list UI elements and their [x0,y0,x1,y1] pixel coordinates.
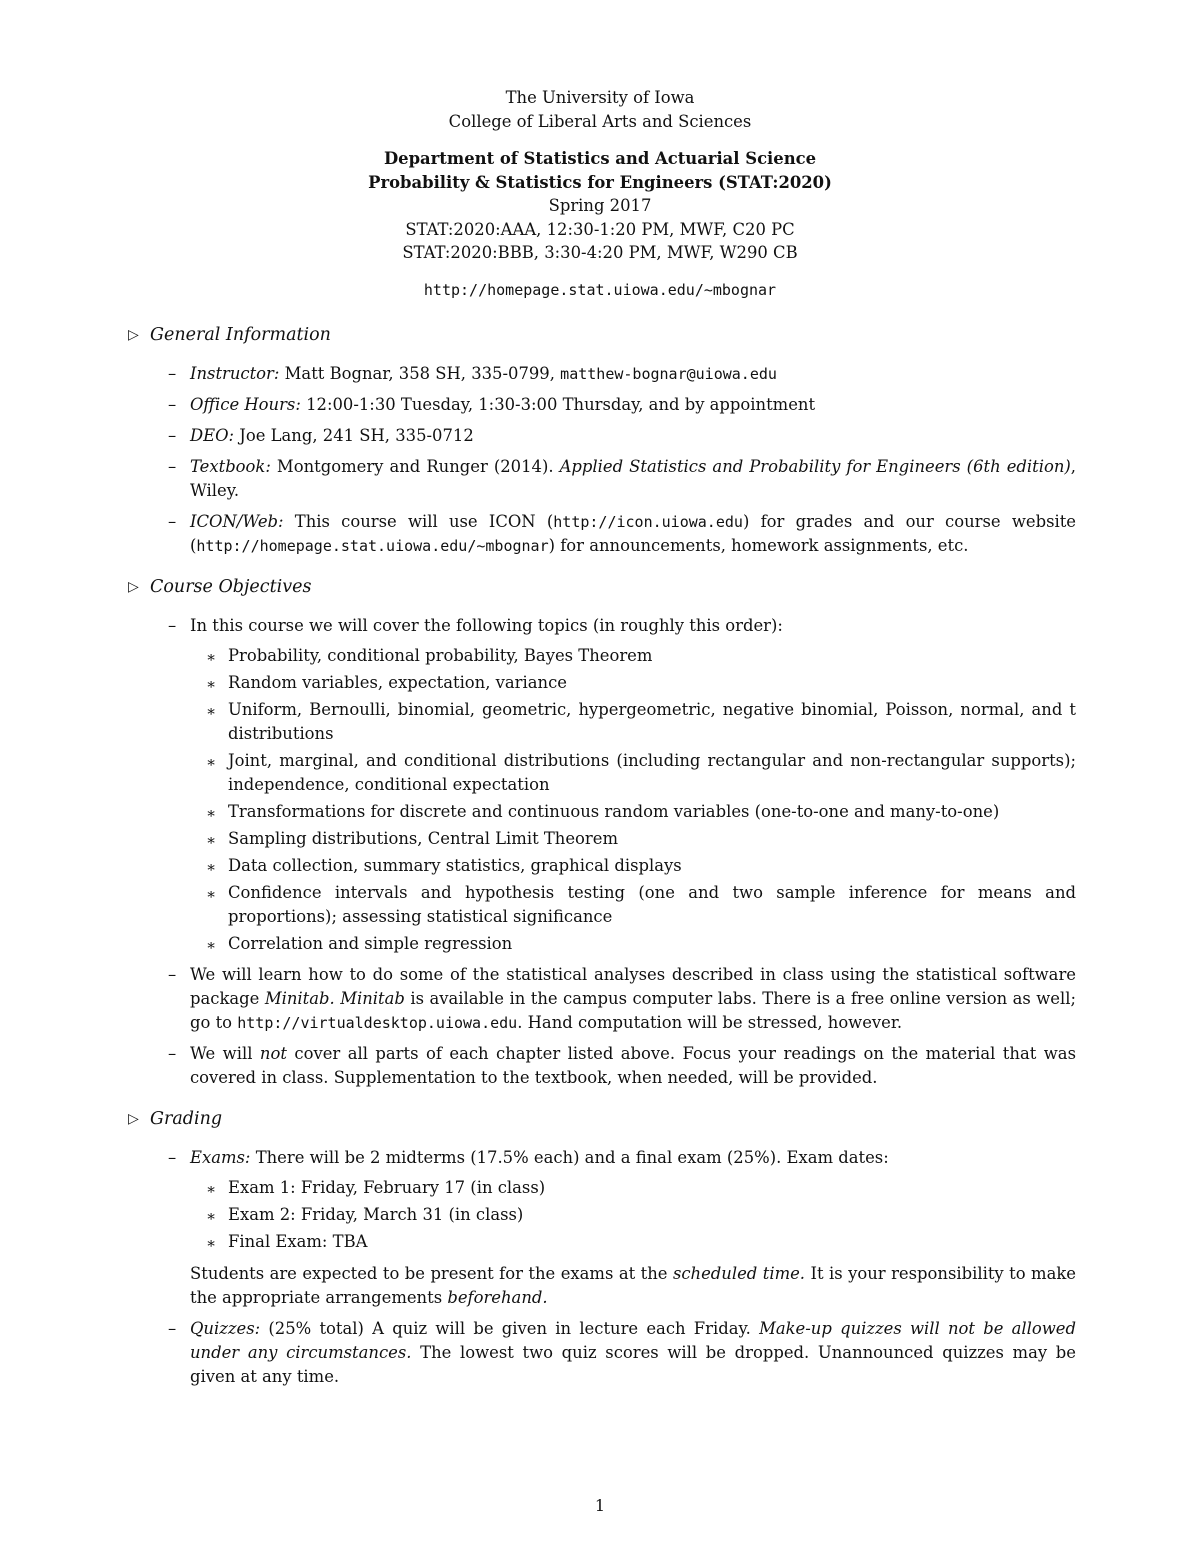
office-hours-item: – Office Hours: 12:00-1:30 Tuesday, 1:30-3:00 Thursday, and by appointment [168,395,816,414]
exams-item: – Exams: There will be 2 midterms (17.5% each) and a final exam (25%). Exam dates: ∗ Exam 1: Friday, February 17 (in class) ∗ Exam 2: Friday, March 31 (in class) ∗ Final Exam: TBA Students are expected to be present for the exams at the scheduled time. It is your responsibility to make the appropriate arrangements beforehand. [128,1146,1076,1310]
topics-list [190,644,1076,956]
asterisk-bullet-icon: ∗ [206,1234,217,1252]
topic-list-item: ∗ Sampling distributions, Central Limit Theorem [190,827,1076,851]
exam-date-item: ∗ Exam 2: Friday, March 31 (in class) [190,1203,1076,1227]
asterisk-bullet-icon: ∗ [206,1180,217,1198]
topic-list-item: ∗ Probability, conditional probability, Bayes Theorem [190,644,1076,668]
exam-date-item: ∗ Final Exam: TBA [190,1230,1076,1254]
section-general-information [128,322,1076,558]
triangle-bullet-icon: ▷ [128,1111,139,1127]
exam-dates-list [190,1176,1076,1254]
asterisk-bullet-icon: ∗ [206,675,217,693]
section-a: STAT:2020:AAA, 12:30-1:20 PM, MWF, C20 PC [405,219,795,239]
section-grading [128,1106,1076,1389]
deo-item: – DEO: Joe Lang, 241 SH, 335-0712 [168,426,474,445]
virtualdesktop-url[interactable]: http://virtualdesktop.uiowa.edu [237,1014,518,1032]
university-name: The University of Iowa [505,88,695,107]
topics-item: – In this course we will cover the following topics (in roughly this order): ∗ Probability, conditional probability, Bayes Theorem ∗ Random variables, expectation, variance ∗ Uniform, Bernoulli, binomial, geometric, hypergeometric, negative binomial, Poisson, normal, and t distributions ∗ Joint, marginal, and conditional distributions (including rectangular and non-rectangular supports); independence, conditional expectation ∗ Transformations for discrete and continuous random variables (one-to-one and many-to-one) ∗ Sampling distributions, Central Limit Theorem ∗ Data collection, summary statistics, graphical displays ∗ Confidence intervals and hypothesis testing (one and two sample inference for means and proportions); assessing statistical significance ∗ Correlation and simple regression [128,614,1076,956]
instructor-email[interactable]: matthew-bognar@uiowa.edu [560,365,777,383]
topic-list-item: ∗ Confidence intervals and hypothesis testing (one and two sample inference for means and proportions); assessing statistical significance [206,883,1076,926]
icon-web-item: – ICON/Web: This course will use ICON (http://icon.uiowa.edu) for grades and our course website (http://homepage.stat.uiowa.edu/~mbognar) for announcements, homework assignments, etc. [168,512,1077,555]
asterisk-bullet-icon: ∗ [206,753,217,771]
asterisk-bullet-icon: ∗ [206,831,217,849]
section-course-objectives [128,574,1076,1090]
topic-list-item: ∗ Random variables, expectation, variance [190,671,1076,695]
section-heading: ▷ Grading [128,1106,1076,1132]
asterisk-bullet-icon: ∗ [206,885,217,903]
topic-list-item: ∗ Joint, marginal, and conditional distributions (including rectangular and non-rectangular supports); independence, conditional expectation [206,751,1076,794]
coverage-item: – We will not cover all parts of each chapter listed above. Focus your readings on the material that was covered in class. Supplementation to the textbook, when needed, will be provided. [168,1044,1076,1087]
icon-url[interactable]: http://icon.uiowa.edu [553,513,743,531]
page-number: 1 [594,1496,606,1515]
college-name: College of Liberal Arts and Sciences [448,111,752,131]
topic-list-item: ∗ Uniform, Bernoulli, binomial, geometric, hypergeometric, negative binomial, Poisson, normal, and t distributions [206,700,1076,743]
triangle-bullet-icon: ▷ [128,327,139,343]
asterisk-bullet-icon: ∗ [206,648,217,666]
course-title: Probability & Statistics for Engineers (STAT:2020) [368,172,832,192]
document-header [0,86,1200,302]
asterisk-bullet-icon: ∗ [206,936,217,954]
syllabus-content [128,322,1076,1405]
section-heading: ▷ Course Objectives [128,574,1076,600]
asterisk-bullet-icon: ∗ [206,804,217,822]
textbook-item: – Textbook: Montgomery and Runger (2014). Applied Statistics and Probability for Engineers (6th edition), Wiley. [168,457,1076,500]
instructor-item: – Instructor: Matt Bognar, 358 SH, 335-0799, matthew-bognar@uiowa.edu [168,364,777,383]
topic-list-item: ∗ Data collection, summary statistics, graphical displays [190,854,1076,878]
minitab-item: – We will learn how to do some of the statistical analyses described in class using the statistical software package Minitab. Minitab is available in the campus computer labs. There is a free online version as well; go to http://virtualdesktop.uiowa.edu. Hand computation will be stressed, however. [168,965,1077,1032]
exam-date-item: ∗ Exam 1: Friday, February 17 (in class) [190,1176,1076,1200]
department-name: Department of Statistics and Actuarial Science [383,149,817,168]
asterisk-bullet-icon: ∗ [206,1207,217,1225]
triangle-bullet-icon: ▷ [128,579,139,595]
exams-note: Students are expected to be present for the exams at the scheduled time. It is your responsibility to make the appropriate arrangements beforehand. [190,1264,1076,1307]
asterisk-bullet-icon: ∗ [206,702,217,720]
asterisk-bullet-icon: ∗ [206,858,217,876]
term: Spring 2017 [548,196,652,215]
website-url[interactable]: http://homepage.stat.uiowa.edu/~mbognar [196,537,549,555]
topic-list-item: ∗ Transformations for discrete and continuous random variables (one-to-one and many-to-one) [190,800,1076,824]
quizzes-item: – Quizzes: (25% total) A quiz will be given in lecture each Friday. Make-up quizzes will not be allowed under any circumstances. The lowest two quiz scores will be dropped. Unannounced quizzes may be given at any time. [168,1319,1077,1386]
section-heading: ▷ General Information [128,322,1076,348]
course-url[interactable]: http://homepage.stat.uiowa.edu/~mbognar [423,280,777,299]
topic-list-item: ∗ Correlation and simple regression [190,932,1076,956]
section-b: STAT:2020:BBB, 3:30-4:20 PM, MWF, W290 CB [402,243,798,262]
